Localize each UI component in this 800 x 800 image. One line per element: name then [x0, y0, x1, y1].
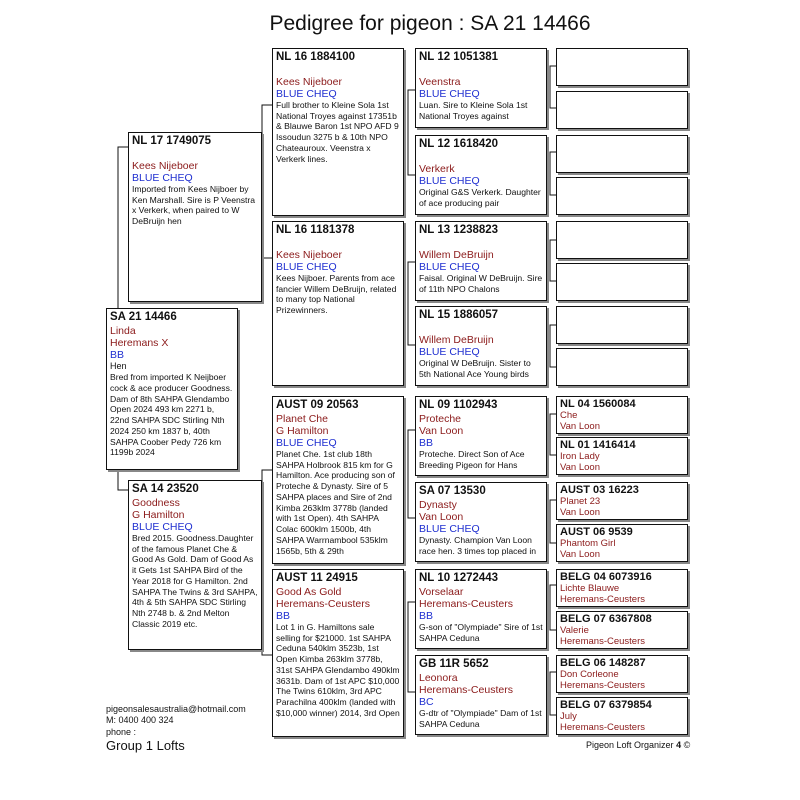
notes: G-dtr of "Olympiade" Dam of 1st SAHPA Ceduna: [419, 707, 542, 729]
ring-number: BELG 04 6073916: [560, 571, 652, 583]
pigeon-name: Linda: [110, 324, 136, 337]
ring-number: SA 14 23520: [132, 483, 199, 495]
gen5-empty-box[interactable]: [556, 221, 688, 259]
gen4-card-6[interactable]: [415, 482, 547, 562]
gen5-card-3[interactable]: [556, 482, 688, 520]
breeder: Heremans-Ceusters: [560, 635, 645, 647]
ring-number: GB 11R 5652: [419, 658, 489, 670]
breeder: Heremans-Ceusters: [560, 593, 645, 605]
colour: BB: [419, 609, 434, 622]
ring-number: NL 13 1238823: [419, 224, 499, 236]
gen4-card-3[interactable]: [415, 221, 547, 301]
ring-number: NL 17 1749075: [132, 135, 212, 147]
granddam-maternal-card[interactable]: [272, 569, 404, 737]
colour: BLUE CHEQ: [132, 171, 193, 184]
gen5-empty-box[interactable]: [556, 177, 688, 215]
colour: BLUE CHEQ: [419, 260, 480, 273]
breeder: Heremans-Ceusters: [419, 597, 513, 610]
ring-number: NL 10 1272443: [419, 572, 499, 584]
copyright-icon: ©: [683, 740, 691, 750]
ring-number: NL 12 1618420: [419, 138, 499, 150]
notes: Dynasty. Champion Van Loon race hen. 3 times top placed in: [419, 534, 537, 556]
contact-mobile: M: 0400 400 324: [106, 715, 174, 726]
notes: Bred 2015. Goodness.Daughter of the famous Planet Che & Good As Gold. Dam of Good As it Gets 1st SAHPA Bird of the Year 2018 for G Hamilton. 2nd SAHPA The Twins & 3rd SAHPA, 4th & 5th SAHPA SDC Stirling Nth 2748 b. & 2nd Melton Classic 2019 etc.: [132, 532, 258, 629]
ring-number: AUST 11 24915: [276, 572, 358, 584]
ring-number: NL 15 1886057: [419, 309, 499, 321]
gen5-empty-box[interactable]: [556, 91, 688, 129]
pigeon-name: Don Corleone: [560, 669, 619, 681]
notes: Lot 1 in G. Hamiltons sale selling for $21000. 1st SAHPA Ceduna 540klm 3523b, 1st Open Kimba 263klm 3778b, 31st SAHPA Glendambo 490klm 3631b. Dam of 1st APC $10,000 The Twins 610klm, 3rd APC Parachilna 400klm (landed with $10,000 winner) 2014, 3rd Open: [276, 621, 400, 718]
gen5-card-4[interactable]: [556, 524, 688, 562]
breeder: G Hamilton: [276, 424, 329, 437]
colour: BB: [110, 348, 125, 361]
colour: BLUE CHEQ: [419, 345, 480, 358]
gen5-card-8[interactable]: [556, 697, 688, 735]
gen4-card-4[interactable]: [415, 306, 547, 386]
page-title: Pedigree for pigeon : SA 21 14466: [269, 12, 591, 35]
gen5-empty-box[interactable]: [556, 348, 688, 386]
notes: Kees Nijboer. Parents from ace fancier Willem DeBruijn, related to many top National Prizewinners.: [276, 272, 397, 316]
contact-email: pigeonsalesaustralia@hotmail.com: [106, 704, 246, 714]
breeder: G Hamilton: [132, 508, 185, 521]
gen5-card-2[interactable]: [556, 437, 688, 475]
pigeon-name: Dynasty: [419, 498, 457, 511]
contact-phone: phone :: [106, 726, 137, 737]
breeder: Van Loon: [560, 548, 600, 560]
pigeon-name: Leonora: [419, 671, 458, 684]
notes: Proteche. Direct Son of Ace Breeding Pigeon for Hans: [419, 448, 525, 470]
colour: BB: [276, 609, 291, 622]
colour: BLUE CHEQ: [132, 520, 193, 533]
colour: BC: [419, 695, 434, 708]
colour: BLUE CHEQ: [419, 174, 480, 187]
breeder: Willem DeBruijn: [419, 333, 494, 346]
gen5-card-1[interactable]: [556, 396, 688, 434]
gen5-empty-box[interactable]: [556, 48, 688, 86]
breeder: Heremans X: [110, 336, 169, 349]
breeder: Van Loon: [419, 510, 464, 523]
dam-card[interactable]: [128, 480, 262, 650]
app-version: 4: [676, 740, 682, 750]
notes: Bred from imported K Neijboer cock & ace producer Goodness. Dam of 8th SAHPA Glendambo Open 2024 493 km 2271 b, 22nd SAHPA SDC Stirling Nth 2024 250 km 1837 b, 40th SAHPA Coober Pedy 726 km 1199b 2024: [110, 372, 233, 458]
breeder: Veenstra: [419, 75, 461, 88]
pigeon-name: Che: [560, 410, 578, 422]
gen5-empty-box[interactable]: [556, 135, 688, 173]
ring-number: NL 04 1560084: [560, 398, 636, 410]
colour: BLUE CHEQ: [419, 522, 480, 535]
app-name: Pigeon Loft Organizer: [586, 740, 674, 750]
gen5-empty-box[interactable]: [556, 306, 688, 344]
notes: G-son of "Olympiade" Sire of 1st SAHPA Ceduna: [419, 621, 543, 643]
ring-number: AUST 09 20563: [276, 399, 359, 411]
ring-number: NL 01 1416414: [560, 439, 636, 451]
grandsire-paternal-card[interactable]: [272, 48, 404, 216]
breeder: Heremans-Ceusters: [560, 721, 645, 733]
gen4-card-7[interactable]: [415, 569, 547, 649]
loft-name: Group 1 Lofts: [106, 738, 185, 753]
ring-number: BELG 07 6379854: [560, 699, 652, 711]
granddam-paternal-card[interactable]: [272, 221, 404, 386]
pigeon-name: Phantom Girl: [560, 538, 616, 550]
pigeon-name: Valerie: [560, 625, 589, 637]
grandsire-maternal-card[interactable]: [272, 396, 404, 564]
colour: BLUE CHEQ: [276, 436, 337, 449]
pigeon-name: Planet 23: [560, 496, 601, 508]
app-credit: [586, 740, 690, 751]
breeder: Van Loon: [419, 424, 464, 437]
notes: Planet Che. 1st club 18th SAHPA Holbrook 815 km for G Hamilton. Ace producing son of Proteche & Dynasty. Sire of 5 SAHPA places and Sire of 2nd Kimba 263klm 3778b (landed with 1st Open). 4th SAHPA Colac 600klm 1500b, 4th SAHPA Warrnambool 535klm 1565b, 5th & 29th: [276, 448, 395, 556]
ring-number: NL 16 1884100: [276, 51, 356, 63]
gen5-empty-box[interactable]: [556, 263, 688, 301]
pigeon-name: Iron Lady: [560, 451, 600, 463]
colour: BLUE CHEQ: [419, 87, 480, 100]
breeder: Kees Nijeboer: [276, 248, 342, 261]
ring-number: BELG 07 6367808: [560, 613, 652, 625]
ring-number: AUST 06 9539: [560, 526, 633, 538]
notes: Imported from Kees Nijboer by Ken Marshall. Sire is P Veenstra x Verkerk, when paired to W DeBruijn hen: [132, 183, 256, 227]
notes: Original W DeBruijn. Sister to 5th National Ace Young birds: [419, 357, 531, 379]
pigeon-name: Proteche: [419, 412, 462, 425]
gen5-card-7[interactable]: [556, 655, 688, 693]
pigeon-name: Goodness: [132, 496, 180, 509]
ring-number: SA 07 13530: [419, 485, 486, 497]
breeder: Kees Nijeboer: [276, 75, 342, 88]
notes: Faisal. Original W DeBruijn. Sire of 11th NPO Chalons: [419, 272, 543, 294]
notes: Luan. Sire to Kleine Sola 1st National Troyes against: [419, 99, 528, 121]
gen4-card-8[interactable]: [415, 655, 547, 735]
ring-number: AUST 03 16223: [560, 484, 639, 496]
ring-number: NL 12 1051381: [419, 51, 499, 63]
gen4-card-2[interactable]: [415, 135, 547, 215]
ring-number: NL 09 1102943: [419, 399, 498, 411]
breeder: Van Loon: [560, 506, 600, 518]
ring-number: BELG 06 148287: [560, 657, 646, 669]
breeder: Van Loon: [560, 420, 600, 432]
pigeon-name: Vorselaar: [419, 585, 464, 598]
pigeon-name: Lichte Blauwe: [560, 583, 620, 595]
sex: Hen: [110, 360, 127, 371]
pigeon-name: Good As Gold: [276, 585, 342, 598]
pigeon-name: Planet Che: [276, 412, 328, 425]
gen4-card-1[interactable]: [415, 48, 547, 128]
breeder: Verkerk: [419, 162, 455, 175]
ring-number: NL 16 1181378: [276, 224, 355, 236]
breeder: Willem DeBruijn: [419, 248, 494, 261]
breeder: Heremans-Ceusters: [419, 683, 513, 696]
gen5-card-5[interactable]: [556, 569, 688, 607]
breeder: Van Loon: [560, 461, 600, 473]
breeder: Heremans-Ceusters: [276, 597, 370, 610]
contact-block: [106, 704, 246, 738]
ring-number: SA 21 14466: [110, 311, 177, 323]
colour: BLUE CHEQ: [276, 260, 337, 273]
notes: Original G&S Verkerk. Daughter of ace producing pair: [419, 186, 541, 208]
sire-card[interactable]: [128, 132, 262, 302]
notes: Full brother to Kleine Sola 1st National Troyes against 17351b & Blauwe Baron 1st NPO AFD 9 Issoudun 3275 b & 10th NPO Chateauroux. Veenstra x Verkerk lines.: [276, 99, 399, 164]
colour: BLUE CHEQ: [276, 87, 337, 100]
gen4-card-5[interactable]: [415, 396, 547, 476]
breeder: Kees Nijeboer: [132, 159, 198, 172]
pigeon-name: July: [560, 711, 577, 723]
colour: BB: [419, 436, 434, 449]
breeder: Heremans-Ceusters: [560, 679, 645, 691]
gen5-card-6[interactable]: [556, 611, 688, 649]
subject-pigeon-card[interactable]: [106, 308, 238, 470]
